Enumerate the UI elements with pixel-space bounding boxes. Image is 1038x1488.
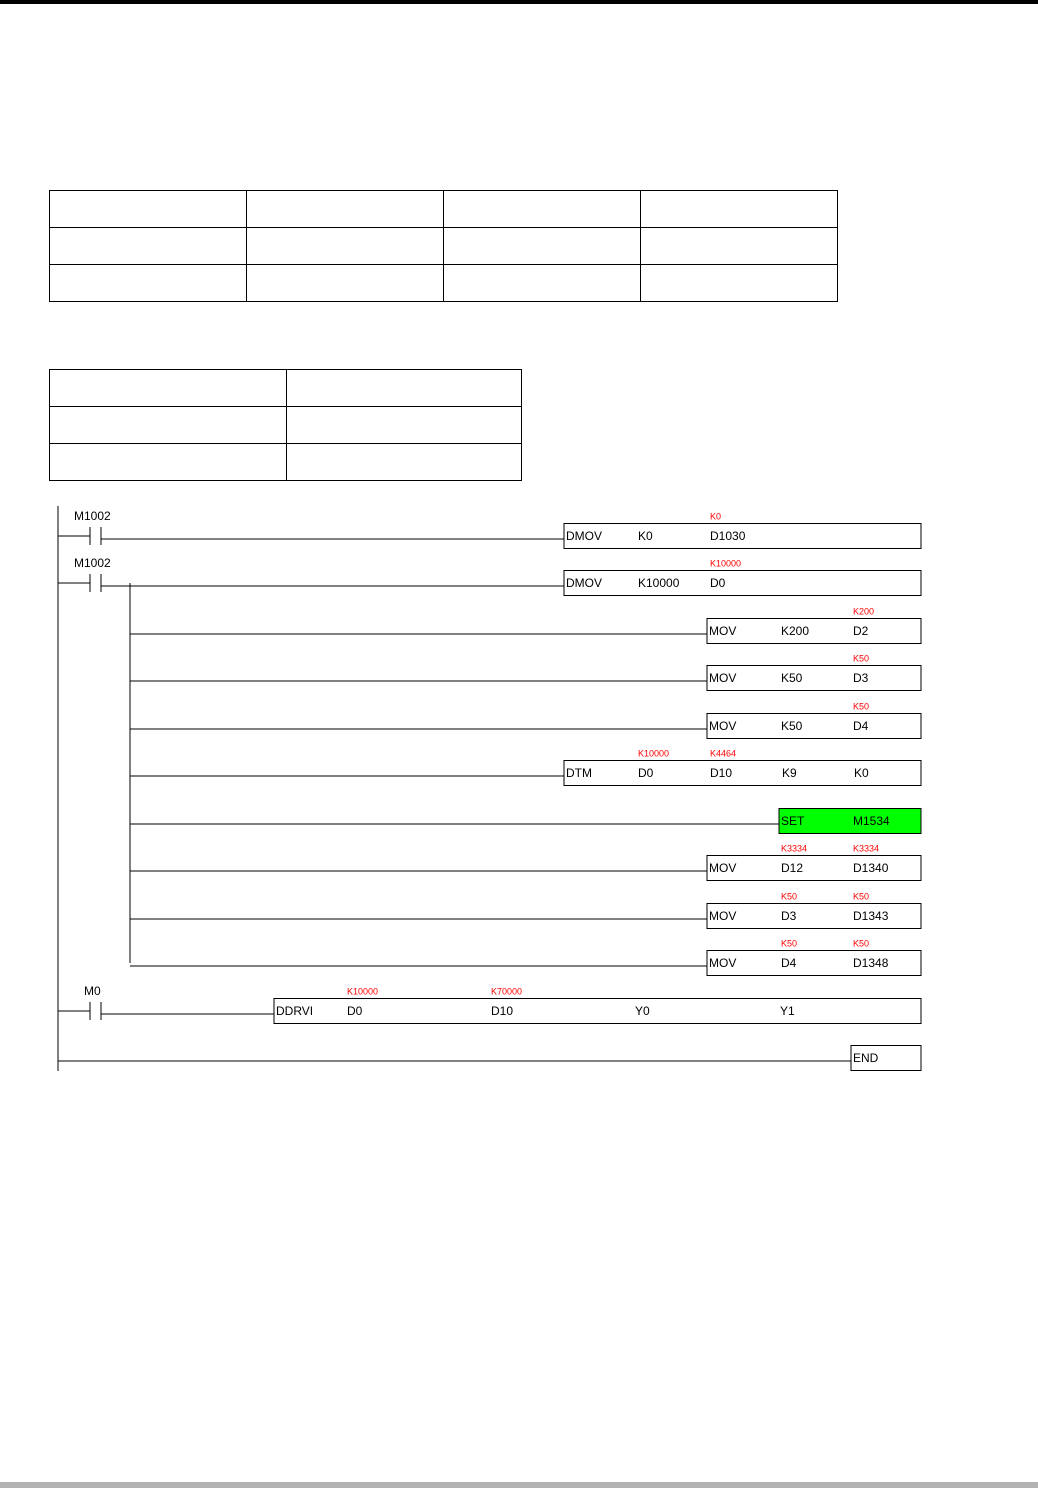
instruction-mnemonic: MOV [709,909,737,923]
instruction-mnemonic: DTM [566,766,592,780]
instruction-operand: D1030 [710,529,746,543]
instruction-operand: D0 [710,576,726,590]
contact-label: M1002 [74,509,111,523]
table-cell [50,370,287,407]
instruction-mnemonic: MOV [709,719,737,733]
instruction-operand: D1340 [853,861,889,875]
bottom-rule [0,1482,1038,1488]
monitor-value: K50 [853,701,870,712]
monitor-value: K50 [781,938,798,949]
instruction-mnemonic: MOV [709,956,737,970]
ladder-diagram [0,500,1038,1080]
instruction-operand: M1534 [853,814,890,828]
instruction-operand: D2 [853,624,869,638]
monitor-value: K50 [781,891,798,902]
table-row [50,370,522,407]
instruction-mnemonic: MOV [709,624,737,638]
monitor-value: K0 [710,511,722,522]
monitor-value: K10000 [710,558,742,569]
instruction-box[interactable] [707,619,921,644]
table-cell [641,191,838,228]
instruction-mnemonic: DDRVI [276,1004,314,1018]
instruction-operand: D4 [853,719,869,733]
instruction-mnemonic: END [853,1051,879,1065]
instruction-operand: D10 [710,766,733,780]
instruction-box[interactable] [564,571,921,596]
instruction-operand: Y0 [635,1004,650,1018]
instruction-operand: D4 [781,956,797,970]
table-cell [50,407,287,444]
table-cell [247,228,444,265]
parameter-table [49,190,838,302]
instruction-box[interactable] [274,999,921,1024]
instruction-operand: K0 [854,766,869,780]
instruction-operand: Y1 [780,1004,795,1018]
instruction-operand: D3 [781,909,797,923]
contact-label: M1002 [74,556,111,570]
instruction-operand: D10 [491,1004,514,1018]
table-cell [247,265,444,302]
monitor-value: K200 [853,606,875,617]
instruction-operand: K50 [781,671,803,685]
instruction-operand: D0 [638,766,654,780]
table-row [50,444,522,481]
instruction-box[interactable] [707,904,921,929]
table-cell [247,191,444,228]
monitor-value: K3334 [853,843,880,854]
instruction-box[interactable] [707,951,921,976]
instruction-operand: K9 [782,766,797,780]
table-cell [50,444,287,481]
monitor-value: K3334 [781,843,808,854]
instruction-mnemonic: MOV [709,861,737,875]
instruction-operand: K200 [781,624,810,638]
top-rule [0,0,1038,4]
instruction-operand: D1343 [853,909,889,923]
table-cell [444,265,641,302]
instruction-box[interactable] [707,856,921,881]
instruction-box[interactable] [707,666,921,691]
monitor-value: K50 [853,938,870,949]
instruction-mnemonic: DMOV [566,529,602,543]
instruction-operand: D1348 [853,956,889,970]
instruction-box[interactable] [707,714,921,739]
instruction-mnemonic: SET [781,814,805,828]
instruction-operand: K10000 [638,576,680,590]
monitor-value: K70000 [491,986,523,997]
table-cell [50,191,247,228]
table-cell [50,228,247,265]
table-cell [287,407,522,444]
table-row [50,228,838,265]
instruction-operand: D3 [853,671,869,685]
instruction-operand: D12 [781,861,804,875]
monitor-value: K10000 [638,748,670,759]
monitor-value: K50 [853,653,870,664]
instruction-operand: K0 [638,529,653,543]
table-cell [641,228,838,265]
table-cell [641,265,838,302]
table-row [50,407,522,444]
table-cell [287,444,522,481]
instruction-mnemonic: MOV [709,671,737,685]
table-row [50,265,838,302]
device-table [49,369,522,481]
monitor-value: K10000 [347,986,379,997]
contact-label: M0 [84,984,101,998]
monitor-value: K4464 [710,748,737,759]
instruction-operand: D0 [347,1004,363,1018]
table-cell [50,265,247,302]
instruction-mnemonic: DMOV [566,576,602,590]
table-cell [287,370,522,407]
table-row [50,191,838,228]
instruction-operand: K50 [781,719,803,733]
monitor-value: K50 [853,891,870,902]
table-cell [444,191,641,228]
table-cell [444,228,641,265]
